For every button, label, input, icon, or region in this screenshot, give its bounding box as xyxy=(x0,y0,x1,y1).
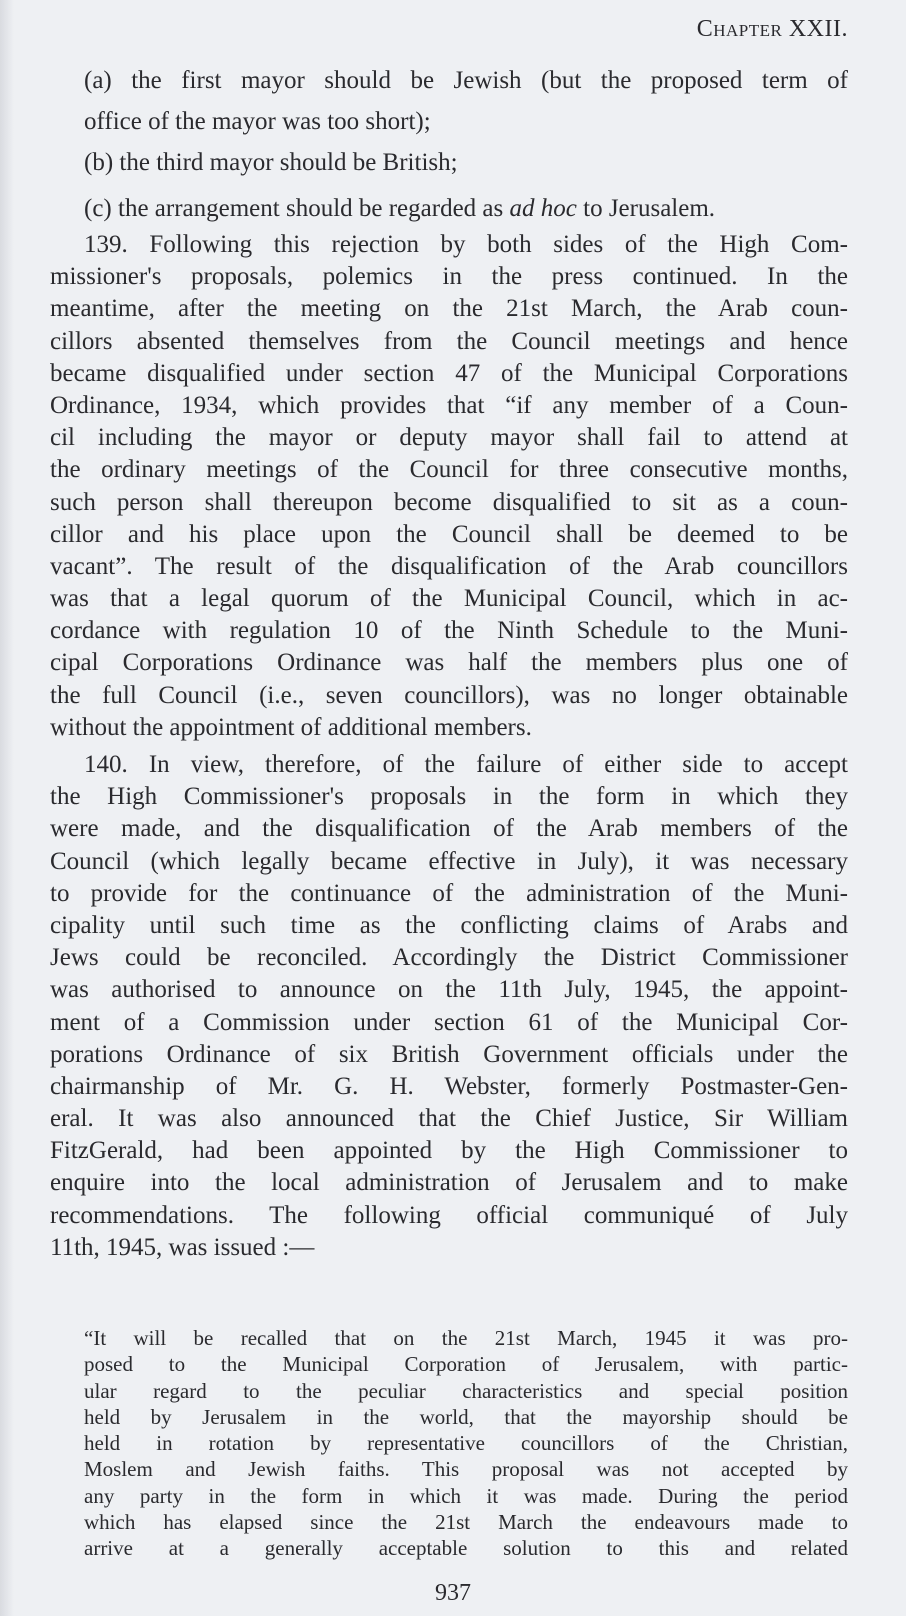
paragraph-line: cordance with regulation 10 of the Ninth Schedule to the Muni- xyxy=(50,617,848,645)
quote-line: arrive at a generally acceptable solution to this and related xyxy=(84,1536,848,1561)
paragraph-line: cil including the mayor or deputy mayor shall fail to attend at xyxy=(50,424,848,452)
italic-ad-hoc: ad hoc xyxy=(509,195,577,222)
quote-line: Moslem and Jewish faiths. This proposal was not accepted by xyxy=(84,1457,848,1482)
paragraph-140 xyxy=(50,749,848,1264)
quote-line: held in rotation by representative councillors of the Christian, xyxy=(84,1431,848,1456)
list-item-line: office of the mayor was too short); xyxy=(84,108,431,135)
paragraph-line: without the appointment of additional members. xyxy=(50,713,532,741)
quote-line: held by Jerusalem in the world, that the mayorship should be xyxy=(84,1404,848,1429)
paragraph-line: ment of a Commission under section 61 of the Municipal Cor- xyxy=(50,1008,848,1036)
quote-line: “It will be recalled that on the 21st March, 1945 it was pro- xyxy=(84,1326,848,1350)
paragraph-line: FitzGerald, had been appointed by the High Commissioner to xyxy=(50,1137,848,1165)
paragraph-line: 140. In view, therefore, of the failure of either side to accept xyxy=(84,751,848,778)
list-item-line: (b) the third mayor should be British; xyxy=(84,149,458,176)
paragraph-line: cipality until such time as the conflicting claims of Arabs and xyxy=(50,911,848,939)
quote-line: any party in the form in which it was made. During the period xyxy=(84,1483,848,1508)
paragraph-line: cipal Corporations Ordinance was half the members plus one of xyxy=(50,649,848,677)
list-items xyxy=(50,58,848,232)
paragraph-line: eral. It was also announced that the Chief Justice, Sir William xyxy=(50,1105,848,1133)
paragraph-line: Ordinance, 1934, which provides that “if any member of a Coun- xyxy=(50,391,848,419)
paragraph-139 xyxy=(50,229,848,744)
paragraph-line: cillors absented themselves from the Council meetings and hence xyxy=(50,327,848,355)
paragraph-line: cillor and his place upon the Council shall be deemed to be xyxy=(50,520,848,548)
paragraph-line: was that a legal quorum of the Municipal Council, which in ac- xyxy=(50,585,848,613)
quote-line: ular regard to the peculiar characteristics and special position xyxy=(84,1378,848,1403)
page-number: 937 xyxy=(435,1580,471,1606)
quote-line: posed to the Municipal Corporation of Jerusalem, with partic- xyxy=(84,1352,848,1377)
list-item-line: (c) the arrangement should be regarded as ad hoc to Jerusalem. xyxy=(84,195,716,222)
chapter-header: Chapter XXII. xyxy=(696,16,848,42)
communique-quote xyxy=(84,1325,848,1562)
list-item-line: (a) the first mayor should be Jewish (but the proposed term of xyxy=(84,67,848,94)
paragraph-line: 11th, 1945, was issued :— xyxy=(50,1233,315,1261)
paragraph-line: 139. Following this rejection by both sides of the High Com- xyxy=(84,231,848,258)
paragraph-line: the full Council (i.e., seven councillors), was no longer obtainable xyxy=(50,681,848,709)
paragraph-line: such person shall thereupon become disqualified to sit as a coun- xyxy=(50,488,848,516)
paragraph-line: missioner's proposals, polemics in the press continued. In the xyxy=(50,263,848,291)
paragraph-line: meantime, after the meeting on the 21st March, the Arab coun- xyxy=(50,295,848,323)
paragraph-line: the High Commissioner's proposals in the form in which they xyxy=(50,783,848,811)
paragraph-line: porations Ordinance of six British Government officials under the xyxy=(50,1040,848,1068)
paragraph-line: Council (which legally became effective in July), it was necessary xyxy=(50,847,848,875)
paragraph-line: were made, and the disqualification of the Arab members of the xyxy=(50,815,848,843)
paragraph-line: recommendations. The following official communiqué of July xyxy=(50,1201,848,1229)
paragraph-line: became disqualified under section 47 of the Municipal Corporations xyxy=(50,359,848,387)
paragraph-line: to provide for the continuance of the administration of the Muni- xyxy=(50,879,848,907)
paragraph-line: Jews could be reconciled. Accordingly the District Commissioner xyxy=(50,944,848,972)
paragraph-line: enquire into the local administration of Jerusalem and to make xyxy=(50,1169,848,1197)
paragraph-line: the ordinary meetings of the Council for three consecutive months, xyxy=(50,456,848,484)
quote-line: which has elapsed since the 21st March the endeavours made to xyxy=(84,1510,848,1535)
paragraph-line: chairmanship of Mr. G. H. Webster, formerly Postmaster-Gen- xyxy=(50,1072,848,1100)
paragraph-line: vacant”. The result of the disqualification of the Arab councillors xyxy=(50,552,848,580)
paragraph-line: was authorised to announce on the 11th July, 1945, the appoint- xyxy=(50,976,848,1004)
page-gutter-shadow xyxy=(0,0,14,1616)
